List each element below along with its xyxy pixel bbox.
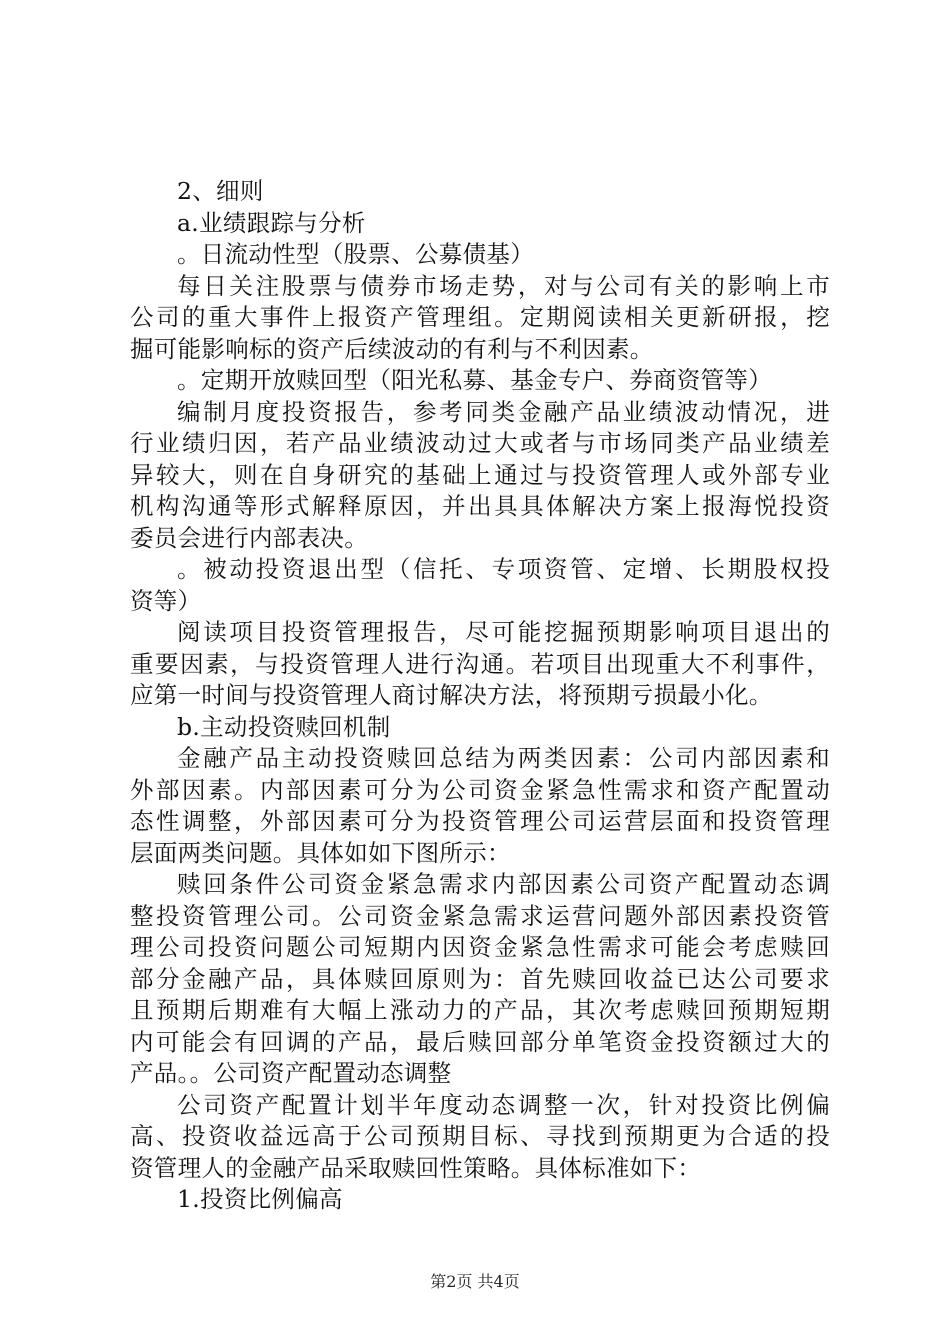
text-line: 阅读项目投资管理报告，尽可能挖掘预期影响项目退出的: [177, 618, 830, 646]
text-line: 重要因素，与投资管理人进行沟通。若项目出现重大不利事件，: [130, 649, 830, 678]
text-line: 产品。。公司资产配置动态调整: [130, 1059, 452, 1087]
text-line: 。日流动性型（股票、公募债基）: [177, 240, 534, 268]
text-line: 部分金融产品，具体赎回原则为：首先赎回收益已达公司要求: [130, 964, 830, 993]
text-line: 每日关注股票与债券市场走势，对与公司有关的影响上市: [177, 271, 830, 300]
text-line: 公司资产配置计划半年度动态调整一次，针对投资比例偏: [177, 1090, 830, 1119]
text-line: 外部因素。内部因素可分为公司资金紧急性需求和资产配置动: [130, 775, 830, 804]
text-line: 高、投资收益远高于公司预期目标、寻找到预期更为合适的投: [130, 1122, 830, 1150]
text-line: 2、细则: [177, 177, 264, 205]
text-line: a.业绩跟踪与分析: [177, 208, 366, 237]
text-line: 异较大，则在自身研究的基础上通过与投资管理人或外部专业: [130, 460, 830, 489]
text-line: 且预期后期难有大幅上涨动力的产品，其次考虑赎回预期短期: [130, 996, 830, 1024]
text-line: 内可能会有回调的产品，最后赎回部分单笔资金投资额过大的: [130, 1027, 830, 1056]
text-line: 金融产品主动投资赎回总结为两类因素：公司内部因素和: [177, 744, 830, 772]
text-line: b.主动投资赎回机制: [177, 712, 391, 741]
text-line: 。定期开放赎回型（阳光私募、基金专户、券商资管等）: [177, 366, 772, 394]
text-line: 机构沟通等形式解释原因，并出具具体解决方案上报海悦投资: [130, 492, 830, 520]
text-line: 应第一时间与投资管理人商讨解决方法，将预期亏损最小化。: [130, 681, 773, 709]
text-line: 公司的重大事件上报资产管理组。定期阅读相关更新研报，挖: [130, 303, 830, 331]
text-line: 资管理人的金融产品采取赎回性策略。具体标准如下：: [130, 1153, 702, 1182]
page-footer: 第2页 共4页: [430, 1272, 520, 1291]
text-line: 理公司投资问题公司短期内因资金紧急性需求可能会考虑赎回: [130, 933, 830, 961]
text-line: 编制月度投资报告，参考同类金融产品业绩波动情况，进: [177, 397, 830, 426]
text-line: 资等）: [130, 586, 202, 615]
text-line: 1.投资比例偏高: [177, 1185, 343, 1213]
text-line: 赎回条件公司资金紧急需求内部因素公司资产配置动态调: [177, 870, 830, 898]
text-line: 。被动投资退出型（信托、专项资管、定增、长期股权投: [177, 555, 830, 583]
text-line: 层面两类问题。具体如如下图所示：: [130, 838, 511, 867]
text-line: 整投资管理公司。公司资金紧急需求运营问题外部因素投资管: [130, 901, 830, 930]
text-line: 行业绩归因，若产品业绩波动过大或者与市场同类产品业绩差: [130, 429, 830, 457]
text-line: 委员会进行内部表决。: [130, 523, 368, 552]
text-line: 态性调整，外部因素可分为投资管理公司运营层面和投资管理: [130, 807, 830, 835]
text-line: 掘可能影响标的资产后续波动的有利与不利因素。: [130, 334, 654, 363]
document-body: [130, 176, 830, 1216]
